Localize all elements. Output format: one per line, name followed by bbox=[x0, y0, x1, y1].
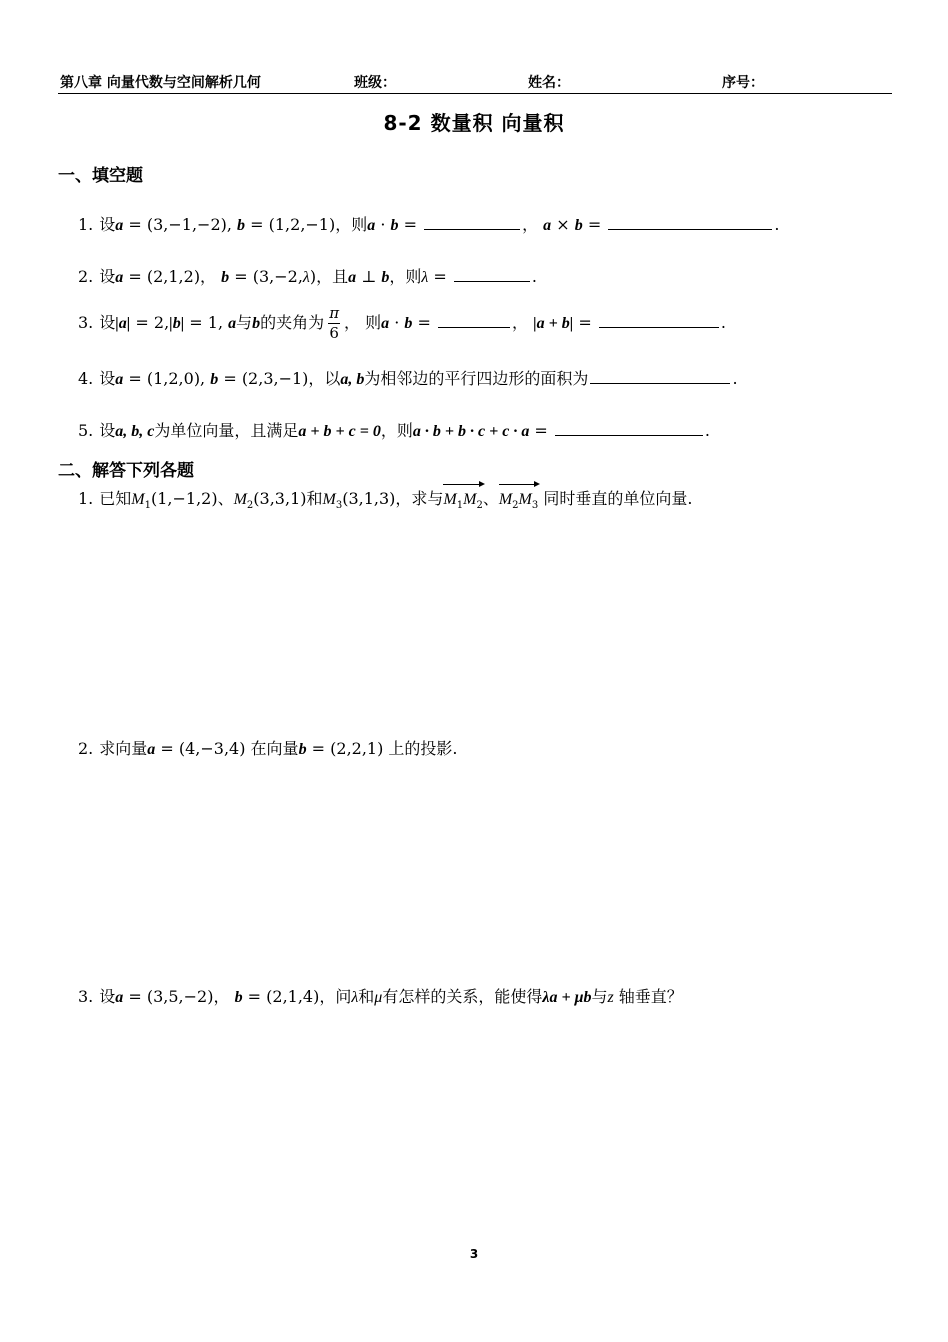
section-problems-heading: 二、解答下列各题 bbox=[58, 461, 194, 481]
problem-2: 2. 求向量a = (4,−3,4) 在向量b = (2,2,1) 上的投影. bbox=[78, 739, 458, 758]
chapter-title: 第八章 向量代数与空间解析几何 bbox=[60, 75, 261, 91]
problem-1: 1. 已知$M_1(1,-1,2)$、$M_2(3,3,1)$和$M_3(3,1,3)$，求与$M_1M_2$、$M_2M_3$ 同时垂直的单位向量. bbox=[78, 484, 692, 511]
problem-3: 3. 设a = (3,5,−2)， b = (2,1,4)，问λ和μ有怎样的关系，能使得λa + μb与z 轴垂直？ bbox=[78, 987, 683, 1006]
fill-question-3: 3. 设|a| = 2,|b| = 1, a与b的夹角为 $\frac{\pi}{6}$ ， 则a · b = ， |a + b| = . bbox=[78, 304, 726, 342]
page-title: 8-2 数量积 向量积 bbox=[383, 111, 565, 135]
vector-m2m3: $M_2M_3$ bbox=[499, 484, 538, 511]
name-label: 姓名： bbox=[528, 75, 570, 91]
class-label: 班级： bbox=[354, 75, 396, 91]
header-rule bbox=[58, 93, 892, 94]
pi-over-6-fraction: $\frac{\pi}{6}$ bbox=[329, 304, 340, 342]
answer-blank[interactable] bbox=[555, 421, 703, 436]
seq-label: 序号： bbox=[722, 75, 764, 91]
fill-question-1: 1. 设a = (3,−1,−2), b = (1,2,−1)，则a · b = ， a × b = . bbox=[78, 215, 780, 234]
page-number: 3 bbox=[469, 1247, 479, 1261]
vector-m1m2: $M_1M_2$ bbox=[443, 484, 482, 511]
answer-blank[interactable] bbox=[438, 313, 510, 328]
answer-blank[interactable] bbox=[608, 215, 772, 230]
answer-blank[interactable] bbox=[590, 369, 730, 384]
section-fill-in-heading: 一、填空题 bbox=[58, 166, 143, 186]
fill-question-4: 4. 设a = (1,2,0), b = (2,3,−1)，以a, b为相邻边的平行四边形的面积为 . bbox=[78, 369, 738, 388]
fill-question-2: 2. 设a = (2,1,2)， b = (3,−2,λ)，且a ⊥ b，则λ = . bbox=[78, 267, 537, 286]
fill-question-5: 5. 设a, b, c为单位向量，且满足a + b + c = 0，则a · b + b · c + c · a = . bbox=[78, 421, 710, 440]
answer-blank[interactable] bbox=[424, 215, 520, 230]
answer-blank[interactable] bbox=[454, 267, 530, 282]
answer-blank[interactable] bbox=[599, 313, 719, 328]
